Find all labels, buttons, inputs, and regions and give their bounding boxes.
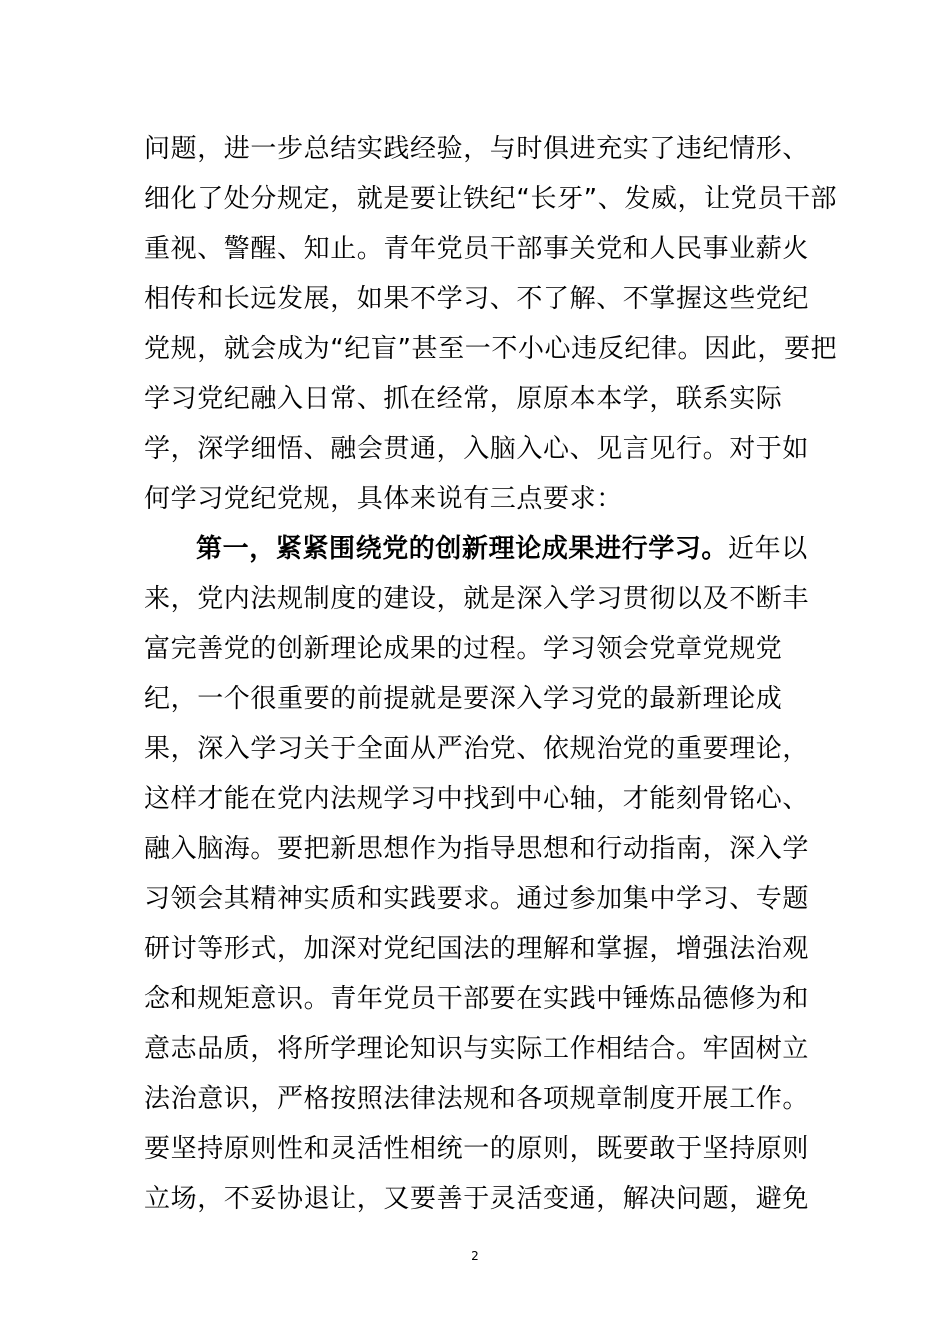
body-text-line: 立场，不妥协退让，又要善于灵活变通，解决问题，避免 [144, 1184, 810, 1214]
body-text-line: 融入脑海。要把新思想作为指导思想和行动指南，深入学 [144, 834, 810, 864]
body-text-line: 来，党内法规制度的建设，就是深入学习贯彻以及不断丰 [144, 584, 810, 614]
body-text-line: 何学习党纪党规，具体来说有三点要求： [144, 484, 623, 514]
body-text-line: 意志品质，将所学理论知识与实际工作相结合。牢固树立 [144, 1034, 810, 1064]
section-heading: 第一，紧紧围绕党的创新理论成果进行学习。 [196, 534, 729, 564]
body-text-line: 研讨等形式，加深对党纪国法的理解和掌握，增强法治观 [144, 934, 810, 964]
body-text-line: 问题，进一步总结实践经验，与时俱进充实了违纪情形、 [144, 134, 810, 164]
section-heading-line [196, 529, 814, 569]
body-text-line: 学，深学细悟、融会贯通，入脑入心、见言见行。对于如 [144, 434, 810, 464]
body-text-line: 果，深入学习关于全面从严治党、依规治党的重要理论， [144, 734, 810, 764]
body-text-line: 党规，就会成为“纪盲”甚至一不小心违反纪律。因此，要把 [144, 334, 838, 364]
body-text-line: 富完善党的创新理论成果的过程。学习领会党章党规党 [144, 634, 783, 664]
body-text-line: 习领会其精神实质和实践要求。通过参加集中学习、专题 [144, 884, 810, 914]
body-text-line: 细化了处分规定，就是要让铁纪“长牙”、发威，让党员干部 [144, 184, 838, 214]
body-text-line: 要坚持原则性和灵活性相统一的原则，既要敢于坚持原则 [144, 1134, 810, 1164]
body-text-line: 纪，一个很重要的前提就是要深入学习党的最新理论成 [144, 684, 783, 714]
body-text-line: 学习党纪融入日常、抓在经常，原原本本学，联系实际 [144, 384, 783, 414]
body-text-line: 重视、警醒、知止。青年党员干部事关党和人民事业薪火 [144, 234, 810, 264]
body-text-line: 相传和长远发展，如果不学习、不了解、不掌握这些党纪 [144, 284, 810, 314]
body-text-line: 念和规矩意识。青年党员干部要在实践中锤炼品德修为和 [144, 984, 810, 1014]
body-text-line: 这样才能在党内法规学习中找到中心轴，才能刻骨铭心、 [144, 784, 810, 814]
page-number: 2 [471, 1249, 479, 1263]
body-text-run: 近年以 [728, 534, 808, 564]
body-text-line: 法治意识，严格按照法律法规和各项规章制度开展工作。 [144, 1084, 810, 1114]
